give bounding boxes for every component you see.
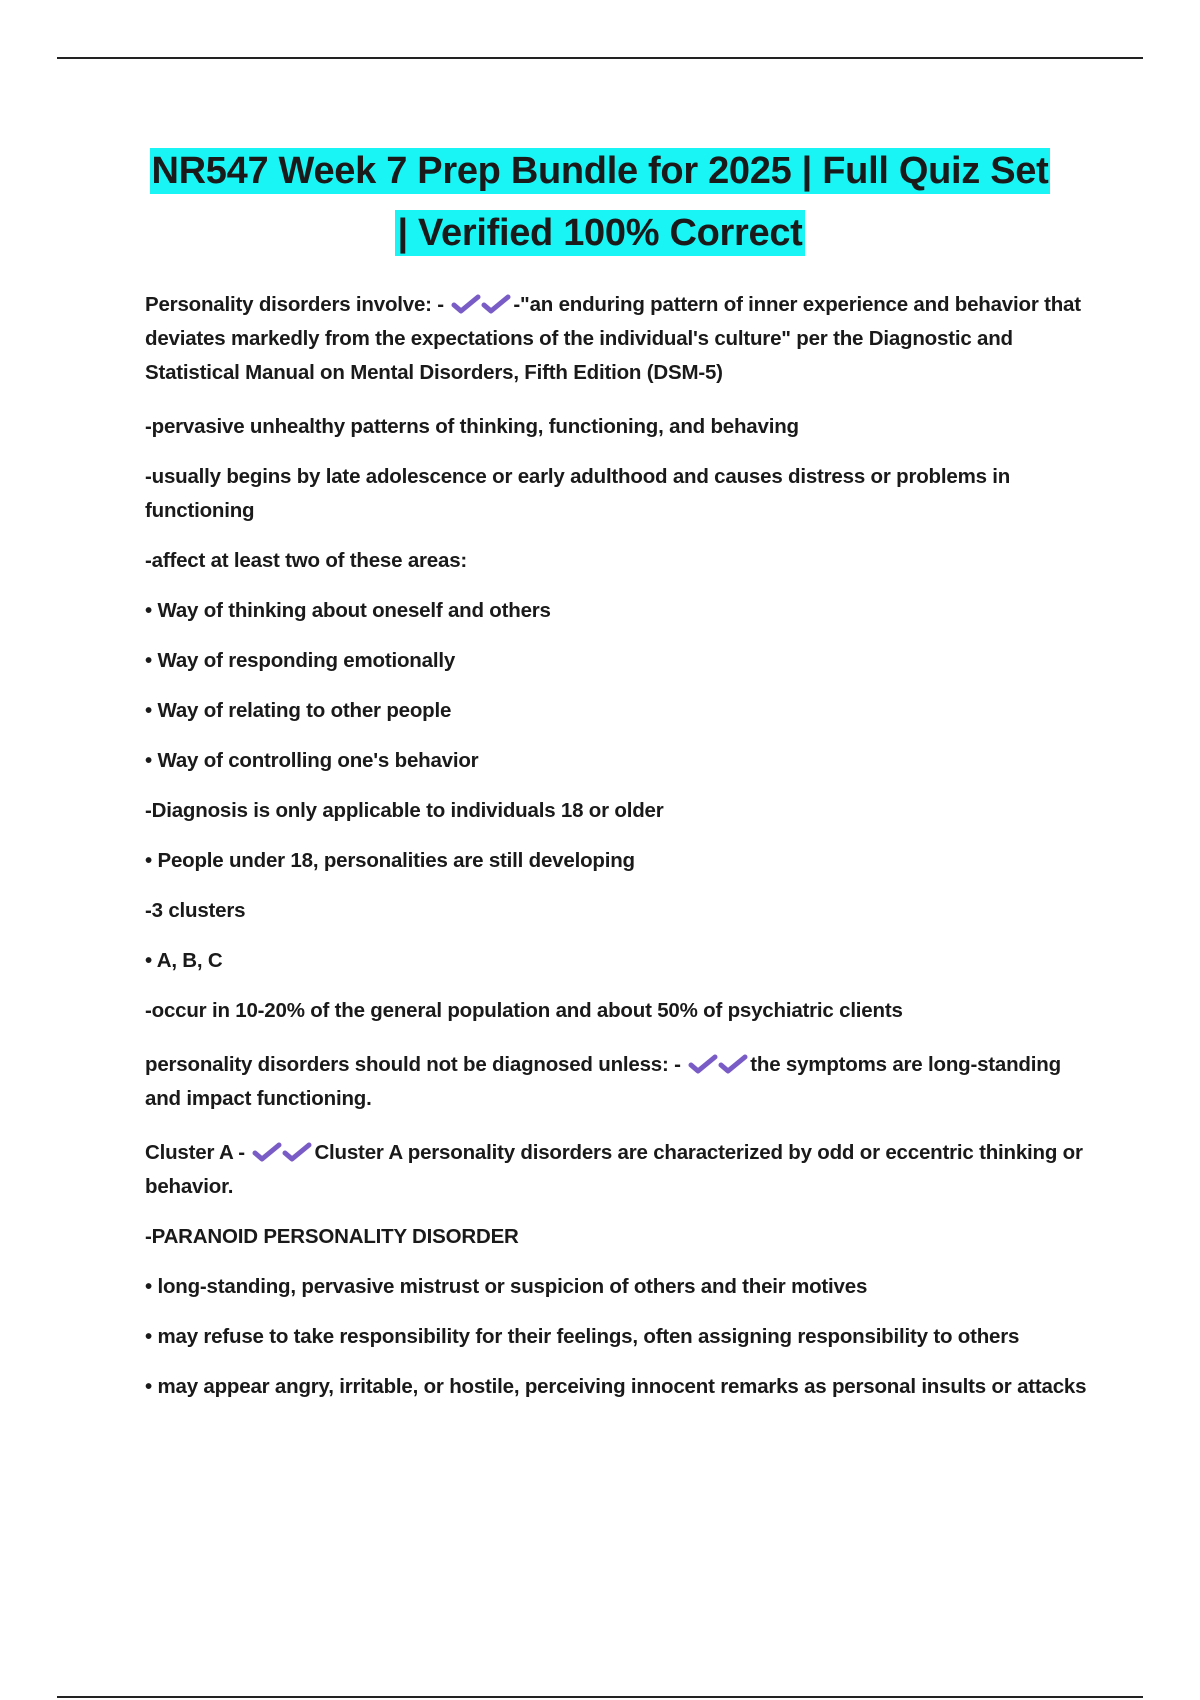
list-item: • long-standing, pervasive mistrust or suspicion of others and their motives <box>145 1275 868 1298</box>
list-item: -pervasive unhealthy patterns of thinking, functioning, and behaving <box>145 415 799 438</box>
list-item: • Way of relating to other people <box>145 699 452 722</box>
question-text: personality disorders should not be diagnosed unless: - <box>145 1053 681 1076</box>
list-item: • People under 18, personalities are still developing <box>145 849 635 872</box>
answer-text: -"an enduring pattern of inner experience and behavior that deviates markedly from the expectations of the individual's culture" per the Diagnostic and Statistical Manual on Mental Disorders, Fifth Edition (DSM-5) <box>145 293 1081 384</box>
list-item: • Way of controlling one's behavior <box>145 749 479 772</box>
qa-item-3 <box>145 1136 1095 1204</box>
document-title <box>100 140 1100 264</box>
list-item: -usually begins by late adolescence or early adulthood and causes distress or problems in functioning <box>145 465 1011 522</box>
list-item: -occur in 10-20% of the general population and about 50% of psychiatric clients <box>145 999 903 1022</box>
qa-item-1 <box>145 288 1095 390</box>
title-heading <box>100 140 1100 264</box>
list-item: -Diagnosis is only applicable to individuals 18 or older <box>145 799 664 822</box>
list-item: • Way of thinking about oneself and others <box>145 599 551 622</box>
title-line-1: NR547 Week 7 Prep Bundle for 2025 | Full Quiz Set <box>151 150 1049 192</box>
list-item: -PARANOID PERSONALITY DISORDER <box>145 1225 519 1248</box>
double-check-icon <box>688 1048 748 1082</box>
answer-text: the symptoms are long-standing and impact functioning. <box>145 1053 1061 1110</box>
list-item: • may refuse to take responsibility for their feelings, often assigning responsibility to others <box>145 1325 1020 1348</box>
double-check-icon <box>252 1136 312 1170</box>
list-item: • Way of responding emotionally <box>145 649 456 672</box>
footer-rule <box>57 1696 1143 1698</box>
title-line-2: | Verified 100% Correct <box>397 212 803 254</box>
qa-item-2 <box>145 1048 1095 1116</box>
document-body <box>145 288 1095 1420</box>
list-item: • A, B, C <box>145 949 223 972</box>
list-item: -affect at least two of these areas: <box>145 549 468 572</box>
question-text: Cluster A - <box>145 1141 245 1164</box>
header-rule <box>57 57 1143 59</box>
answer-text: Cluster A personality disorders are characterized by odd or eccentric thinking or behavior. <box>145 1141 1083 1198</box>
list-item: • may appear angry, irritable, or hostile, perceiving innocent remarks as personal insults or attacks <box>145 1375 1087 1398</box>
question-text: Personality disorders involve: - <box>145 293 444 316</box>
list-item: -3 clusters <box>145 899 246 922</box>
double-check-icon <box>451 288 511 322</box>
